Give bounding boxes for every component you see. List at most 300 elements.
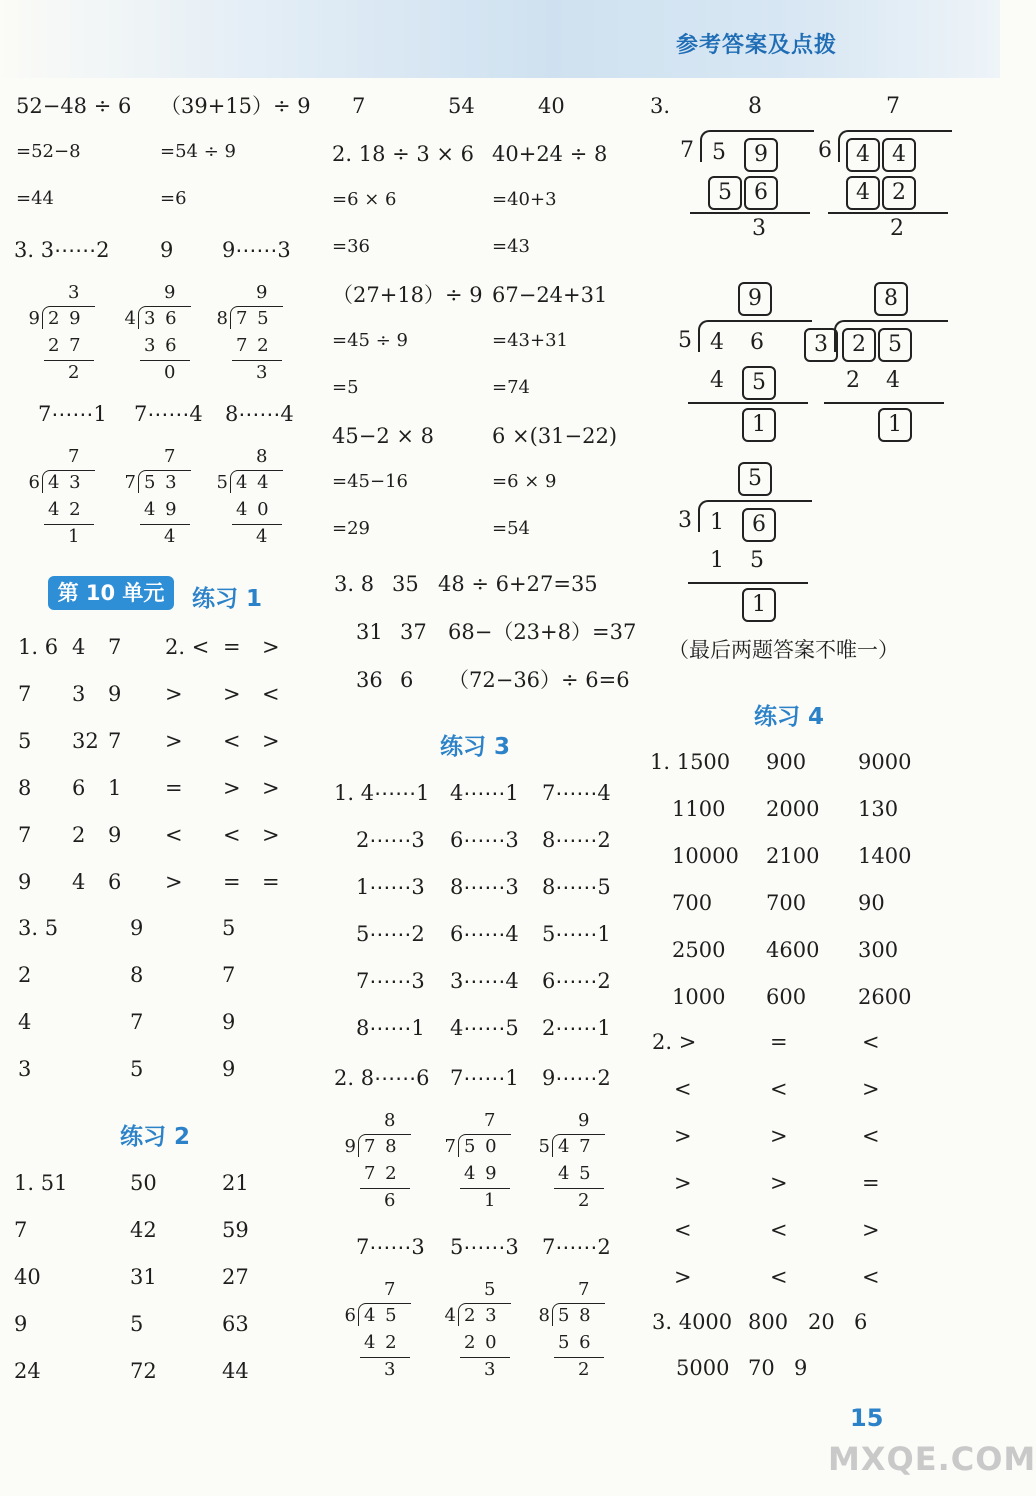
calc-step: =29 — [332, 518, 370, 539]
subtraction-line — [460, 1357, 510, 1358]
exercise-answer: 8⋯⋯1 — [356, 1016, 425, 1040]
product: 7 2 — [236, 335, 271, 356]
exercise-answer: 7 — [352, 94, 366, 118]
product-digit: 5 — [708, 176, 742, 210]
quotient: 8 — [384, 1110, 398, 1131]
subtraction-line — [554, 1188, 604, 1189]
exercise-answer: 6 — [854, 1310, 868, 1334]
exercise-answer: 32 — [72, 729, 99, 753]
exercise-answer: 6 — [72, 776, 86, 800]
exercise-answer: 36 — [356, 668, 383, 692]
exercise-answer: 3. 8 — [334, 572, 375, 596]
exercise-answer: 5 — [222, 916, 236, 940]
product-digit: 4 — [846, 176, 880, 210]
remainder: 1 — [742, 408, 776, 442]
remainder: 3 — [384, 1359, 398, 1380]
page-number: 15 — [850, 1404, 884, 1432]
section-heading: 练习 4 — [754, 704, 825, 730]
exercise-answer: 44 — [222, 1359, 249, 1383]
comparison-answer: > — [674, 1171, 692, 1195]
dividend: 7 5 — [236, 308, 271, 329]
calc-step: =74 — [492, 377, 530, 398]
remainder: 6 — [384, 1190, 398, 1211]
exercise-answer: 5000 — [676, 1356, 730, 1380]
comparison-answer: > — [770, 1171, 788, 1195]
exercise-answer: > — [165, 682, 183, 706]
quotient: 7 — [384, 1279, 398, 1300]
remainder: 1 — [878, 408, 912, 442]
dividend-digit: 9 — [744, 138, 778, 172]
dividend: 4 3 — [48, 472, 83, 493]
exercise-answer: 2 — [18, 963, 32, 987]
exercise-answer: 3⋯⋯4 — [450, 969, 519, 993]
divisor: 5 — [538, 1136, 550, 1157]
exercise-answer: （72−36）÷ 6=6 — [448, 668, 630, 692]
boxed-division — [668, 462, 818, 632]
dividend: 5 3 — [144, 472, 179, 493]
dividend-digit: 4 — [882, 138, 916, 172]
exercise-answer: 9 — [14, 1312, 28, 1336]
calc-step: 67−24+31 — [492, 283, 608, 307]
subtraction-line — [44, 524, 94, 525]
exercise-answer: 1100 — [672, 797, 726, 821]
remainder: 4 — [164, 526, 178, 547]
product: 2 7 — [48, 335, 83, 356]
calc-step: =5 — [332, 377, 359, 398]
exercise-answer: 1. 6 — [18, 635, 59, 659]
calc-step: =40+3 — [492, 189, 557, 210]
exercise-answer: = — [223, 870, 241, 894]
exercise-answer: 5 — [130, 1057, 144, 1081]
exercise-answer: 72 — [130, 1359, 157, 1383]
exercise-answer: 9 — [108, 823, 122, 847]
quotient: 3 — [68, 282, 82, 303]
exercise-answer: 1. 4⋯⋯1 — [334, 781, 430, 805]
dividend: 4 7 — [558, 1136, 593, 1157]
comparison-answer: > — [862, 1077, 880, 1101]
remainder: 2 — [68, 362, 82, 383]
exercise-answer: 1. 51 — [14, 1171, 68, 1195]
comparison-answer: < — [770, 1265, 788, 1289]
exercise-answer: 5⋯⋯2 — [356, 922, 425, 946]
dividend: 5 8 — [558, 1305, 593, 1326]
exercise-answer: 6⋯⋯2 — [542, 969, 611, 993]
product: 3 6 — [144, 335, 179, 356]
long-division — [534, 1279, 610, 1380]
calc-step: （27+18）÷ 9 — [332, 283, 483, 307]
quotient: 9 — [164, 282, 178, 303]
exercise-answer: 3 — [72, 682, 86, 706]
long-division — [440, 1110, 516, 1211]
long-division — [340, 1110, 416, 1211]
comparison-answer: < — [862, 1030, 880, 1054]
question-number: 3. — [650, 94, 671, 118]
exercise-answer: 42 — [130, 1218, 157, 1242]
calc-step: =6 × 9 — [492, 471, 557, 492]
comparison-answer: = — [770, 1030, 788, 1054]
exercise-answer: 7⋯⋯3 — [356, 969, 425, 993]
divisor: 7 — [680, 138, 694, 163]
divisor: 3 — [678, 508, 692, 533]
section-heading: 练习 3 — [440, 734, 511, 760]
divisor: 9 — [344, 1136, 356, 1157]
quotient: 7 — [484, 1110, 498, 1131]
exercise-answer: 2100 — [766, 844, 820, 868]
calc-step: =43+31 — [492, 330, 568, 351]
quotient: 7 — [68, 446, 82, 467]
exercise-answer: 7 — [222, 963, 236, 987]
dividend: 5 0 — [464, 1136, 499, 1157]
exercise-answer: 600 — [766, 985, 807, 1009]
exercise-answer: 2⋯⋯1 — [542, 1016, 611, 1040]
exercise-answer: 8 — [18, 776, 32, 800]
remainder: 1 — [484, 1190, 498, 1211]
subtraction-line — [360, 1188, 410, 1189]
exercise-answer: 9 — [108, 682, 122, 706]
long-division — [120, 282, 196, 383]
calc-step: 6 ×(31−22) — [492, 424, 618, 448]
answer-note: （最后两题答案不唯一） — [668, 638, 899, 662]
exercise-answer: 9 — [794, 1356, 808, 1380]
comparison-answer: > — [674, 1124, 692, 1148]
exercise-answer: 50 — [130, 1171, 157, 1195]
quotient: 5 — [738, 462, 772, 496]
product: 5 6 — [558, 1332, 593, 1353]
exercise-answer: 24 — [14, 1359, 41, 1383]
subtraction-line — [460, 1188, 510, 1189]
divisor: 8 — [216, 308, 228, 329]
exercise-answer: 2⋯⋯3 — [356, 828, 425, 852]
dividend: 4 4 — [236, 472, 271, 493]
remainder-answer: 9⋯⋯2 — [542, 1066, 611, 1090]
calc-step: 2. 18 ÷ 3 × 6 — [332, 142, 475, 166]
exercise-answer: = — [262, 870, 280, 894]
product: 4 5 — [558, 1163, 593, 1184]
section-heading: 练习 2 — [120, 1124, 191, 1150]
dividend: 2 3 — [464, 1305, 499, 1326]
comparison-answer: > — [770, 1124, 788, 1148]
long-division — [212, 282, 288, 383]
dividend-digit: 1 — [710, 510, 724, 535]
exercise-answer: < — [223, 823, 241, 847]
subtraction-line — [360, 1357, 410, 1358]
exercise-answer: 6⋯⋯3 — [450, 828, 519, 852]
exercise-answer: 63 — [222, 1312, 249, 1336]
exercise-answer: > — [165, 870, 183, 894]
exercise-answer: 2 — [72, 823, 86, 847]
comparison-answer: < — [862, 1124, 880, 1148]
exercise-answer: < — [165, 823, 183, 847]
subtraction-line — [688, 582, 808, 584]
exercise-answer: 9 — [130, 916, 144, 940]
exercise-answer: 9 — [222, 1010, 236, 1034]
product: 7 2 — [364, 1163, 399, 1184]
exercise-answer: 900 — [766, 750, 807, 774]
remainder-answer: 7⋯⋯3 — [356, 1235, 425, 1259]
exercise-answer: 800 — [748, 1310, 789, 1334]
quotient: 7 — [578, 1279, 592, 1300]
subtraction-line — [232, 360, 282, 361]
divisor: 7 — [124, 472, 136, 493]
exercise-answer: > — [165, 729, 183, 753]
dividend-digit: 4 — [710, 330, 724, 355]
exercise-answer: 1⋯⋯3 — [356, 875, 425, 899]
exercise-answer: 9 — [18, 870, 32, 894]
product-digit: 4 — [710, 368, 724, 393]
long-division — [534, 1110, 610, 1211]
comparison-answer: > — [862, 1218, 880, 1242]
quotient: 9 — [738, 282, 772, 316]
remainder-answer: 7⋯⋯1 — [450, 1066, 519, 1090]
comparison-answer: < — [770, 1218, 788, 1242]
subtraction-line — [140, 524, 190, 525]
quotient: 9 — [256, 282, 270, 303]
boxed-division — [670, 92, 820, 262]
quotient: 9 — [578, 1110, 592, 1131]
quotient: 5 — [484, 1279, 498, 1300]
exercise-answer: > — [262, 635, 280, 659]
remainder-answer: 9⋯⋯3 — [222, 238, 291, 262]
exercise-answer: 70 — [748, 1356, 775, 1380]
exercise-answer: 4 — [72, 635, 86, 659]
calc-step: =6 — [160, 188, 187, 209]
boxed-division — [804, 282, 954, 452]
exercise-answer: 35 — [392, 572, 419, 596]
exercise-answer: 7 — [130, 1010, 144, 1034]
product-digit: 4 — [886, 368, 900, 393]
exercise-answer: 90 — [858, 891, 885, 915]
remainder-answer: 7⋯⋯1 — [38, 402, 107, 426]
exercise-answer: 6 — [400, 668, 414, 692]
exercise-answer: > — [223, 682, 241, 706]
divisor: 4 — [124, 308, 136, 329]
calc-step: =52−8 — [16, 141, 81, 162]
exercise-answer: 54 — [448, 94, 475, 118]
divisor: 8 — [538, 1305, 550, 1326]
exercise-answer: 1000 — [672, 985, 726, 1009]
comparison-answer: < — [862, 1265, 880, 1289]
exercise-answer: 4⋯⋯1 — [450, 781, 519, 805]
calc-step: 45−2 × 8 — [332, 424, 434, 448]
product-digit: 2 — [882, 176, 916, 210]
dividend: 4 5 — [364, 1305, 399, 1326]
exercise-answer: 700 — [766, 891, 807, 915]
exercise-answer: 31 — [130, 1265, 157, 1289]
remainder-answer: 7⋯⋯2 — [542, 1235, 611, 1259]
exercise-answer: 4 — [72, 870, 86, 894]
exercise-answer: 40 — [14, 1265, 41, 1289]
exercise-answer: 2500 — [672, 938, 726, 962]
unit-badge: 第 10 单元 — [48, 576, 174, 610]
remainder: 2 — [578, 1190, 592, 1211]
calc-step: =54 — [492, 518, 530, 539]
exercise-answer: 20 — [808, 1310, 835, 1334]
remainder-answer: 9 — [160, 238, 174, 262]
calc-step: 40+24 ÷ 8 — [492, 142, 608, 166]
exercise-answer: = — [165, 776, 183, 800]
calc-step: =36 — [332, 236, 370, 257]
exercise-answer: 37 — [400, 620, 427, 644]
calc-step: =6 × 6 — [332, 189, 397, 210]
long-division — [440, 1279, 516, 1380]
exercise-answer: 6⋯⋯4 — [450, 922, 519, 946]
exercise-answer: 3. 4000 — [652, 1310, 733, 1334]
exercise-answer: 8⋯⋯2 — [542, 828, 611, 852]
exercise-answer: 5 — [130, 1312, 144, 1336]
remainder: 3 — [256, 362, 270, 383]
calc-step: =54 ÷ 9 — [160, 141, 236, 162]
exercise-answer: 9 — [222, 1057, 236, 1081]
subtraction-line — [824, 402, 944, 404]
long-division — [212, 446, 288, 547]
comparison-answer: > — [674, 1265, 692, 1289]
exercise-answer: 7 — [108, 635, 122, 659]
exercise-answer: = — [223, 635, 241, 659]
exercise-answer: 9000 — [858, 750, 912, 774]
remainder: 1 — [68, 526, 82, 547]
exercise-answer: 4600 — [766, 938, 820, 962]
exercise-answer: 7 — [18, 823, 32, 847]
calc-step: =43 — [492, 236, 530, 257]
exercise-answer: 31 — [356, 620, 383, 644]
exercise-answer: 700 — [672, 891, 713, 915]
dividend: 3 6 — [144, 308, 179, 329]
quotient: 8 — [748, 94, 762, 119]
exercise-answer: 7 — [18, 682, 32, 706]
exercise-answer: < — [223, 729, 241, 753]
exercise-answer: 2. < — [165, 635, 210, 659]
exercise-answer: 2600 — [858, 985, 912, 1009]
exercise-answer: 48 ÷ 6+27=35 — [438, 572, 598, 596]
remainder-answer: 8⋯⋯4 — [225, 402, 294, 426]
remainder: 3 — [484, 1359, 498, 1380]
quotient: 7 — [886, 94, 900, 119]
exercise-answer: 6 — [108, 870, 122, 894]
product: 4 0 — [236, 499, 271, 520]
product-digit: 2 — [846, 368, 860, 393]
comparison-answer: 2. > — [652, 1030, 697, 1054]
product: 4 2 — [48, 499, 83, 520]
dividend: 2 9 — [48, 308, 83, 329]
dividend-digit: 5 — [712, 140, 726, 165]
comparison-answer: < — [674, 1077, 692, 1101]
exercise-answer: 7⋯⋯4 — [542, 781, 611, 805]
exercise-answer: 10000 — [672, 844, 739, 868]
remainder: 1 — [742, 588, 776, 622]
remainder-answer: 2. 8⋯⋯6 — [334, 1066, 430, 1090]
comparison-answer: = — [862, 1171, 880, 1195]
subtraction-line — [140, 360, 190, 361]
subtraction-line — [688, 402, 808, 404]
exercise-answer: 8⋯⋯5 — [542, 875, 611, 899]
divisor: 5 — [678, 328, 692, 353]
product-digit: 6 — [744, 176, 778, 210]
product: 4 9 — [464, 1163, 499, 1184]
dividend-digit: 4 — [846, 138, 880, 172]
product: 4 9 — [144, 499, 179, 520]
divisor: 7 — [444, 1136, 456, 1157]
long-division — [24, 282, 100, 383]
product-digit: 5 — [750, 548, 764, 573]
remainder: 2 — [890, 216, 904, 241]
exercise-answer: 1400 — [858, 844, 912, 868]
divisor: 5 — [216, 472, 228, 493]
divisor: 9 — [28, 308, 40, 329]
exercise-answer: 3 — [18, 1057, 32, 1081]
calc-step: 52−48 ÷ 6 — [16, 94, 132, 118]
calc-step: =45−16 — [332, 471, 408, 492]
product-digit: 5 — [742, 366, 776, 400]
subtraction-line — [690, 212, 810, 214]
exercise-answer: 40 — [538, 94, 565, 118]
exercise-answer: > — [262, 776, 280, 800]
dividend-digit: 2 — [842, 328, 876, 362]
subtraction-line — [44, 360, 94, 361]
exercise-answer: 7 — [108, 729, 122, 753]
quotient: 7 — [164, 446, 178, 467]
remainder-answer: 3. 3⋯⋯2 — [14, 238, 110, 262]
dividend-digit: 6 — [750, 330, 764, 355]
remainder-answer: 7⋯⋯4 — [134, 402, 203, 426]
exercise-answer: 7 — [14, 1218, 28, 1242]
exercise-answer: 68−（23+8）=37 — [448, 620, 637, 644]
exercise-answer: 5 — [18, 729, 32, 753]
dividend: 7 8 — [364, 1136, 399, 1157]
long-division — [120, 446, 196, 547]
product: 2 0 — [464, 1332, 499, 1353]
exercise-answer: 21 — [222, 1171, 249, 1195]
exercise-answer: > — [262, 729, 280, 753]
exercise-answer: 2000 — [766, 797, 820, 821]
quotient: 8 — [874, 282, 908, 316]
divisor: 6 — [818, 138, 832, 163]
exercise-answer: 4⋯⋯5 — [450, 1016, 519, 1040]
quotient: 8 — [256, 446, 270, 467]
long-division — [340, 1279, 416, 1380]
exercise-answer: > — [223, 776, 241, 800]
header-title: 参考答案及点拨 — [676, 33, 838, 58]
exercise-answer: 4 — [18, 1010, 32, 1034]
subtraction-line — [828, 212, 948, 214]
remainder: 4 — [256, 526, 270, 547]
exercise-answer: 300 — [858, 938, 899, 962]
exercise-answer: 27 — [222, 1265, 249, 1289]
section-heading: 练习 1 — [192, 586, 263, 612]
remainder-answer: 5⋯⋯3 — [450, 1235, 519, 1259]
product-digit: 1 — [710, 548, 724, 573]
exercise-answer: 8⋯⋯3 — [450, 875, 519, 899]
exercise-answer: 3. 5 — [18, 916, 59, 940]
divisor: 6 — [344, 1305, 356, 1326]
exercise-answer: > — [262, 823, 280, 847]
exercise-answer: 59 — [222, 1218, 249, 1242]
subtraction-line — [554, 1357, 604, 1358]
exercise-answer: 8 — [130, 963, 144, 987]
divisor: 3 — [804, 328, 838, 362]
exercise-answer: < — [262, 682, 280, 706]
divisor: 4 — [444, 1305, 456, 1326]
boxed-division — [668, 282, 818, 452]
comparison-answer: < — [770, 1077, 788, 1101]
header-banner — [0, 0, 1000, 78]
comparison-answer: < — [674, 1218, 692, 1242]
remainder: 2 — [578, 1359, 592, 1380]
dividend-digit: 5 — [878, 328, 912, 362]
boxed-division — [808, 92, 958, 262]
long-division — [24, 446, 100, 547]
calc-step: =44 — [16, 188, 54, 209]
divisor: 6 — [28, 472, 40, 493]
